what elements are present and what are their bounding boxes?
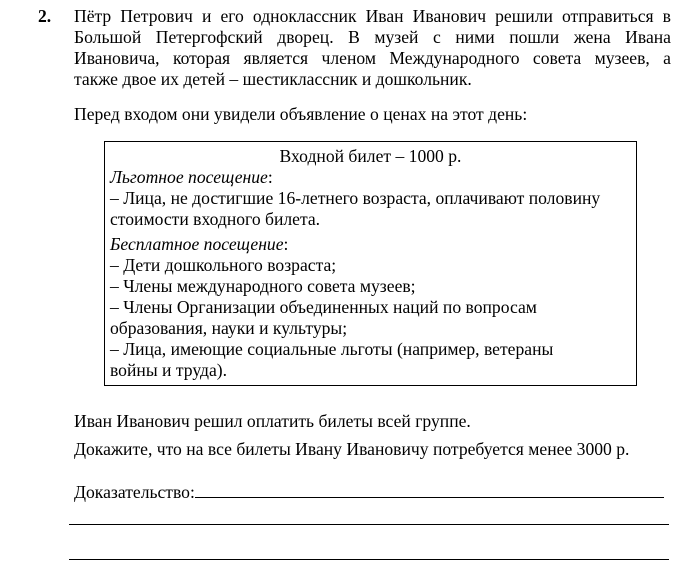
price-notice-box (104, 141, 637, 386)
task-statement: Иван Иванович решил оплатить билеты всей группе. (74, 411, 471, 431)
proof-label: Доказательство: (74, 482, 195, 502)
free-header: Бесплатное посещение: (110, 234, 289, 254)
intro-line: Большой Петергофский дворец. В музей с ними пошли жена Ивана (74, 27, 671, 47)
free-item: – Члены международного совета музеев; (110, 276, 416, 296)
discount-header: Льготное посещение: (110, 167, 273, 187)
notice-lead: Перед входом они увидели объявление о ценах на этот день: (74, 104, 528, 124)
free-item: – Члены Организации объединенных наций по вопросам образования, науки и культуры; (110, 297, 537, 338)
task-prove: Докажите, что на все билеты Ивану Ивановичу потребуется менее 3000 р. (74, 439, 630, 459)
proof-line (74, 479, 664, 503)
intro-line: также двое их детей – шестиклассник и дошкольник. (74, 69, 472, 89)
intro-line: Ивановича, которая является членом Международного совета музеев, а (74, 48, 671, 68)
discount-item: – Лица, не достигшие 16-летнего возраста, оплачивают половину стоимости входного билета. (110, 188, 601, 229)
problem-intro (74, 6, 671, 90)
free-item: – Дети дошкольного возраста; (110, 255, 337, 275)
notice-title: Входной билет – 1000 р. (279, 146, 462, 166)
answer-rule[interactable] (69, 559, 669, 560)
proof-answer-field[interactable] (195, 479, 664, 498)
intro-line: Пётр Петрович и его одноклассник Иван Иванович решили отправиться в (74, 6, 671, 26)
answer-rule[interactable] (69, 524, 669, 525)
free-item: – Лица, имеющие социальные льготы (например, ветераны войны и труда). (110, 339, 554, 380)
problem-number: 2. (38, 6, 52, 26)
